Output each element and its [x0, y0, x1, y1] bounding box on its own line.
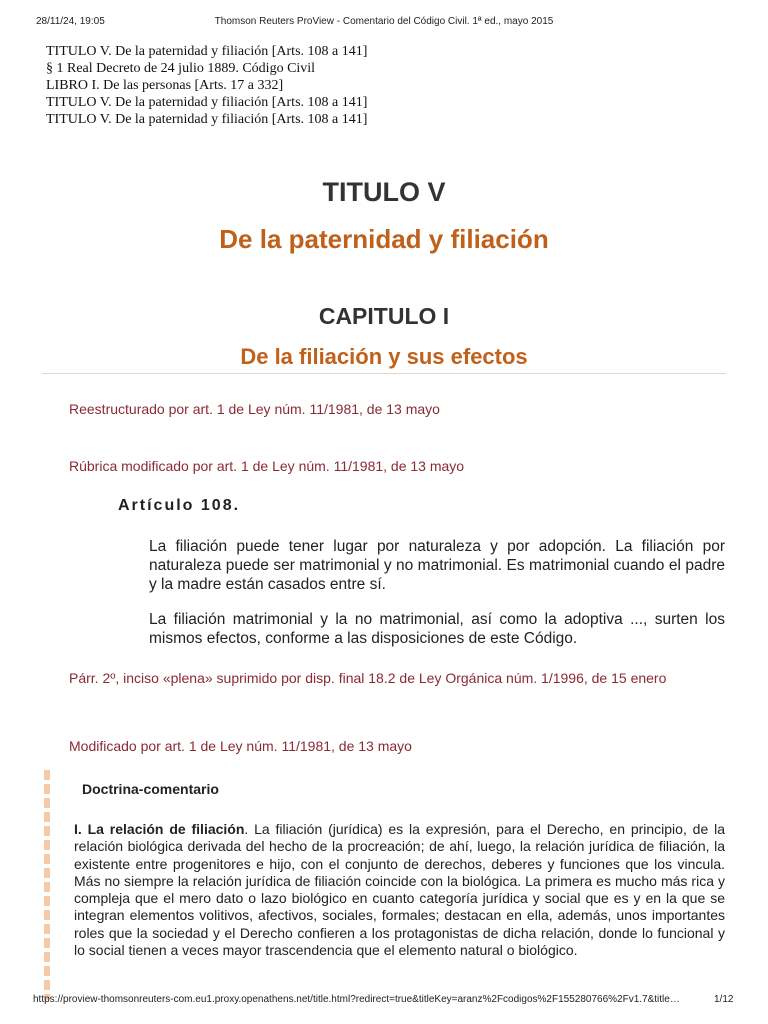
- doctrina-body: [74, 821, 725, 959]
- note-modified[interactable]: Modificado por art. 1 de Ley núm. 11/1981, de 13 mayo: [69, 738, 412, 754]
- breadcrumb-link-titulo-2[interactable]: TITULO V. De la paternidad y filiación [Arts. 108 a 141]: [46, 95, 368, 110]
- doctrina-heading: Doctrina-comentario: [82, 781, 219, 797]
- note-rubrica[interactable]: Rúbrica modificado por art. 1 de Ley núm. 11/1981, de 13 mayo: [69, 458, 465, 474]
- doctrina-margin-bar: [44, 770, 50, 1000]
- capitulo-number: CAPITULO I: [318, 303, 450, 329]
- print-url: https://proview-thomsonreuters-com.eu1.proxy.openathens.net/title.html?redirect=true&titleKey=aranz%2Fcodigos%2F155280766%2Fv1.7&title…: [33, 994, 680, 1005]
- article-paragraph: La filiación puede tener lugar por naturaleza y por adopción. La filiación por naturaleza puede ser matrimonial y no matrimonial. Es matrimonial cuando el padre y la madre están casados entre sí.: [149, 538, 725, 593]
- note-parr2[interactable]: Párr. 2º, inciso «plena» suprimido por disp. final 18.2 de Ley Orgánica núm. 1/1996, de 15 enero: [69, 670, 667, 686]
- capitulo-name: De la filiación y sus efectos: [240, 344, 528, 369]
- print-footer: [0, 994, 768, 1008]
- breadcrumb-link-codigo-civil[interactable]: § 1 Real Decreto de 24 julio 1889. Código Civil: [46, 61, 316, 76]
- article-paragraph: La filiación matrimonial y la no matrimonial, así como la adoptiva ..., surten los mismos efectos, conforme a las disposiciones de este Código.: [149, 611, 725, 647]
- breadcrumb-link-titulo-3[interactable]: TITULO V. De la paternidad y filiación [Arts. 108 a 141]: [46, 112, 368, 127]
- titulo-number: TITULO V: [322, 177, 446, 207]
- page-number: 1/12: [714, 994, 734, 1005]
- print-header: [0, 16, 768, 30]
- note-restructured[interactable]: Reestructurado por art. 1 de Ley núm. 11/1981, de 13 mayo: [69, 401, 440, 417]
- doctrina-lead: I. La relación de filiación: [74, 821, 245, 837]
- doctrina-text: . La filiación (jurídica) es la expresión, para el Derecho, en principio, de la relación biológica derivada del hecho de la procreación; de ahí, luego, la relación jurídica de filiación, la existente entre progenitores e hijo, con el conjunto de derechos, deberes y funciones que los vincula. Más no siempre la relación jurídica de filiación coincide con la biológica. La primera es mucho más rica y compleja que el mero dato o lazo biológico en cuanto categoría jurídica y social que es y en la que se integran elementos volitivos, afectivos, sociales, formales; destacan en ella, además, unos importantes roles que la sociedad y el Derecho confieren a los protagonistas de dicha relación, donde lo funcional y lo social tienen a veces mayor trascendencia que el elemento natural o biológico.: [74, 821, 725, 959]
- breadcrumb-link-libro[interactable]: LIBRO I. De las personas [Arts. 17 a 332]: [46, 78, 284, 93]
- print-title: Thomson Reuters ProView - Comentario del Código Civil. 1ª ed., mayo 2015: [214, 16, 554, 27]
- breadcrumb-link-titulo[interactable]: TITULO V. De la paternidad y filiación [Arts. 108 a 141]: [46, 44, 368, 59]
- print-datetime: 28/11/24, 19:05: [36, 16, 105, 27]
- article-title: Artículo 108.: [118, 497, 241, 514]
- section-divider: [42, 373, 726, 374]
- titulo-name: De la paternidad y filiación: [219, 224, 549, 254]
- breadcrumb: [46, 43, 367, 128]
